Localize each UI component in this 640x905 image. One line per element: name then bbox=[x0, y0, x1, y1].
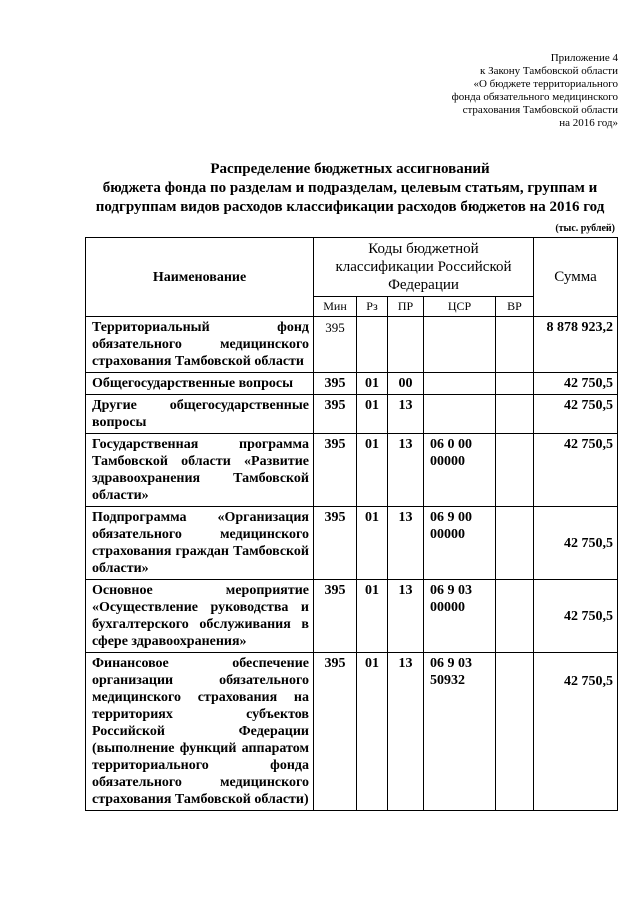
appendix-line: Приложение 4 bbox=[550, 52, 618, 64]
row-name: Основное мероприятие «Осуществление руководства и бухгалтерского обслуживания в сфере здравоохранения» bbox=[86, 580, 314, 653]
row-name: Государственная программа Тамбовской области «Развитие здравоохранения Тамбовской области» bbox=[86, 434, 314, 507]
row-rz: 01 bbox=[357, 507, 388, 580]
row-csr bbox=[424, 395, 496, 434]
row-pr bbox=[388, 317, 424, 373]
row-sum: 42 750,5 bbox=[534, 507, 618, 580]
row-rz: 01 bbox=[357, 653, 388, 811]
row-rz bbox=[357, 317, 388, 373]
appendix-line: «О бюджете территориального bbox=[473, 78, 618, 90]
row-pr: 13 bbox=[388, 395, 424, 434]
row-rz: 01 bbox=[357, 580, 388, 653]
row-vr bbox=[496, 395, 534, 434]
row-pr: 13 bbox=[388, 507, 424, 580]
row-csr: 06 9 00 00000 bbox=[424, 507, 496, 580]
row-name: Финансовое обеспечение организации обязательного медицинского страхования на территориях субъектов Российской Федерации (выполнение функций аппаратом территориального фонда обязательного медицинского страхования Тамбовской области) bbox=[86, 653, 314, 811]
row-rz: 01 bbox=[357, 395, 388, 434]
row-min: 395 bbox=[314, 507, 357, 580]
row-min: 395 bbox=[314, 653, 357, 811]
row-pr: 13 bbox=[388, 653, 424, 811]
header-codes: Коды бюджетной классификации Российской Федерации bbox=[314, 238, 534, 297]
row-vr bbox=[496, 580, 534, 653]
row-sum: 42 750,5 bbox=[534, 434, 618, 507]
row-sum: 42 750,5 bbox=[534, 580, 618, 653]
header-csr: ЦСР bbox=[424, 297, 496, 317]
row-rz: 01 bbox=[357, 373, 388, 395]
row-csr: 06 0 00 00000 bbox=[424, 434, 496, 507]
row-vr bbox=[496, 373, 534, 395]
row-sum: 8 878 923,2 bbox=[534, 317, 618, 373]
row-rz: 01 bbox=[357, 434, 388, 507]
row-vr bbox=[496, 653, 534, 811]
document-title bbox=[60, 160, 640, 217]
appendix-line: страхования Тамбовской области bbox=[462, 104, 618, 116]
table-row bbox=[86, 317, 618, 373]
row-sum: 42 750,5 bbox=[534, 373, 618, 395]
header-rz: Рз bbox=[357, 297, 388, 317]
row-csr: 06 9 03 50932 bbox=[424, 653, 496, 811]
table-row bbox=[86, 373, 618, 395]
table-row bbox=[86, 395, 618, 434]
row-name: Подпрограмма «Организация обязательного медицинского страхования граждан Тамбовской области» bbox=[86, 507, 314, 580]
table-row bbox=[86, 653, 618, 811]
row-name: Территориальный фонд обязательного медицинского страхования Тамбовской области bbox=[86, 317, 314, 373]
title-line: бюджета фонда по разделам и подразделам, целевым статьям, группам и bbox=[102, 180, 598, 196]
appendix-block bbox=[378, 52, 618, 130]
header-min: Мин bbox=[314, 297, 357, 317]
appendix-line: к Закону Тамбовской области bbox=[480, 65, 618, 77]
header-vr: ВР bbox=[496, 297, 534, 317]
row-vr bbox=[496, 507, 534, 580]
appendix-line: фонда обязательного медицинского bbox=[451, 91, 618, 103]
row-vr bbox=[496, 434, 534, 507]
budget-table bbox=[85, 237, 618, 811]
appendix-line: на 2016 год» bbox=[559, 117, 618, 129]
title-line: подгруппам видов расходов классификации расходов бюджетов на 2016 год bbox=[95, 199, 605, 215]
row-min: 395 bbox=[314, 434, 357, 507]
row-name: Общегосударственные вопросы bbox=[86, 373, 314, 395]
title-line: Распределение бюджетных ассигнований bbox=[210, 161, 490, 177]
row-csr: 06 9 03 00000 bbox=[424, 580, 496, 653]
row-csr bbox=[424, 373, 496, 395]
row-min: 395 bbox=[314, 395, 357, 434]
row-pr: 00 bbox=[388, 373, 424, 395]
row-sum: 42 750,5 bbox=[534, 653, 618, 811]
row-sum: 42 750,5 bbox=[534, 395, 618, 434]
row-min: 395 bbox=[314, 580, 357, 653]
units-label: (тыс. рублей) bbox=[555, 223, 615, 234]
row-pr: 13 bbox=[388, 580, 424, 653]
header-sum: Сумма bbox=[534, 238, 618, 317]
table-row bbox=[86, 434, 618, 507]
row-min: 395 bbox=[314, 373, 357, 395]
row-vr bbox=[496, 317, 534, 373]
header-name: Наименование bbox=[86, 238, 314, 317]
header-pr: ПР bbox=[388, 297, 424, 317]
row-min: 395 bbox=[314, 317, 357, 373]
table-row bbox=[86, 507, 618, 580]
table-row bbox=[86, 580, 618, 653]
row-pr: 13 bbox=[388, 434, 424, 507]
row-csr bbox=[424, 317, 496, 373]
row-name: Другие общегосударственные вопросы bbox=[86, 395, 314, 434]
